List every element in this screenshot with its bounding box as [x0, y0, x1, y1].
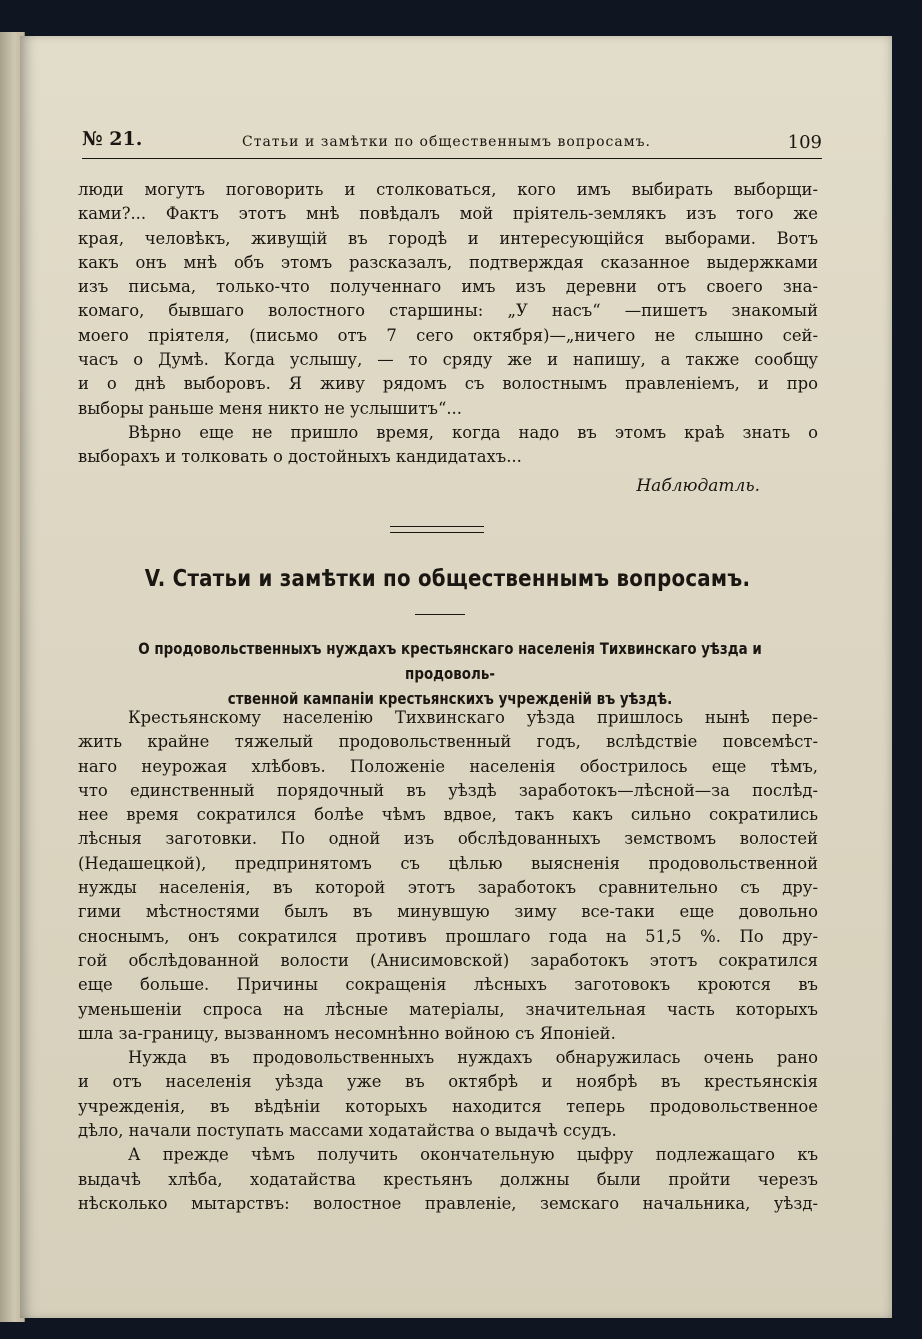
text-line: какъ онъ мнѣ объ этомъ разсказалъ, подтверждая сказанное выдержками — [78, 252, 818, 272]
text-line: выдачѣ хлѣба, ходатайства крестьянъ должны были пройти черезъ — [78, 1169, 818, 1189]
text-line: нужды населенія, въ которой этотъ заработокъ сравнительно съ дру- — [78, 878, 818, 898]
text-line: сноснымъ, онъ сократился противъ прошлаго года на 51,5 %. По дру- — [78, 926, 818, 946]
text-line: Вѣрно еще не пришло время, когда надо въ этомъ краѣ знать о — [128, 422, 818, 442]
book-page — [20, 36, 892, 1318]
text-line: выборахъ и толковать о достойныхъ кандидатахъ... — [78, 447, 522, 467]
running-header — [82, 128, 822, 159]
text-line: ками?... Фактъ этотъ мнѣ повѣдалъ мой пріятель-землякъ изъ того же — [78, 204, 818, 224]
author-signature: Наблюдатль. — [636, 476, 760, 496]
text-line: нѣсколько мытарствъ: волостное правленіе, земскаго начальника, уѣзд- — [78, 1193, 818, 1213]
text-line: дѣло, начали поступать массами ходатайства о выдачѣ ссудъ. — [78, 1121, 617, 1141]
text-line: комаго, бывшаго волостного старшины: „У насъ“ —пишетъ знакомый — [78, 301, 818, 321]
text-line: гими мѣстностями былъ въ минувшую зиму все-таки еще довольно — [78, 902, 818, 922]
text-line: часъ о Думѣ. Когда услышу, — то сряду же и напишу, а также сообщу — [78, 350, 818, 370]
text-line: гой обслѣдованной волости (Анисимовской) заработокъ этотъ сократился — [78, 950, 818, 970]
article-title-line: О продовольственныхъ нуждахъ крестьянскаго населенія Тихвинскаго уѣзда и продоволь- — [138, 639, 762, 683]
text-line: лѣсныя заготовки. По одной изъ обслѣдованныхъ земствомъ волостей — [78, 829, 818, 849]
short-divider — [415, 614, 465, 615]
text-line: края, человѣкъ, живущій въ городѣ и интересующійся выборами. Вотъ — [78, 228, 818, 248]
text-line: люди могутъ поговорить и столковаться, кого имъ выбирать выборщи- — [78, 180, 818, 199]
text-line: изъ письма, только-что полученнаго имъ изъ деревни отъ своего зна- — [78, 277, 818, 297]
text-line: нее время сократился болѣе чѣмъ вдвое, такъ какъ сильно сократились — [78, 805, 818, 825]
text-line: еще больше. Причины сокращенія лѣсныхъ заготовокъ кроются въ — [78, 975, 818, 995]
text-line: что единственный порядочный въ уѣздѣ заработокъ—лѣсной—за послѣд- — [78, 780, 818, 800]
text-line: (Недашецкой), предпринятомъ съ цѣлью выясненія продовольственной — [78, 853, 818, 873]
running-title: Статьи и замѣтки по общественнымъ вопросамъ. — [242, 134, 651, 150]
text-line: и отъ населенія уѣзда уже въ октябрѣ и ноябрѣ въ крестьянскія — [78, 1072, 818, 1092]
text-line: уменьшеніи спроса на лѣсные матеріалы, значительная часть которыхъ — [78, 999, 818, 1019]
section-title: V. Статьи и замѣтки по общественнымъ вопросамъ. — [144, 566, 751, 592]
text-line: выборы раньше меня никто не услышитъ“... — [78, 398, 462, 418]
text-line: Нужда въ продовольственныхъ нуждахъ обнаружилась очень рано — [128, 1048, 818, 1068]
article-title — [122, 636, 777, 711]
top-paragraph — [78, 178, 818, 470]
double-divider — [390, 526, 484, 533]
text-line: Крестьянскому населенію Тихвинскаго уѣзда пришлось нынѣ пере- — [128, 708, 818, 727]
text-line: жить крайне тяжелый продовольственный годъ, вслѣдствіе повсемѣст- — [78, 732, 818, 752]
article-body — [78, 706, 818, 1216]
text-line: и о днѣ выборовъ. Я живу рядомъ съ волостнымъ правленіемъ, и про — [78, 374, 818, 394]
text-line: наго неурожая хлѣбовъ. Положеніе населенія обострилось еще тѣмъ, — [78, 756, 818, 776]
article-title-line: ственной кампаніи крестьянскихъ учрежденій въ уѣздѣ. — [227, 689, 673, 708]
text-line: А прежде чѣмъ получить окончательную цыфру подлежащаго къ — [128, 1145, 818, 1165]
page-number: 109 — [787, 132, 822, 153]
text-line: шла за-границу, вызванномъ несомнѣнно войною съ Японіей. — [78, 1023, 616, 1043]
text-line: моего пріятеля, (письмо отъ 7 сего октября)—„ничего не слышно сей- — [78, 325, 818, 345]
text-line: учрежденія, въ вѣдѣніи которыхъ находится теперь продовольственное — [78, 1096, 818, 1116]
issue-number: № 21. — [82, 128, 143, 150]
